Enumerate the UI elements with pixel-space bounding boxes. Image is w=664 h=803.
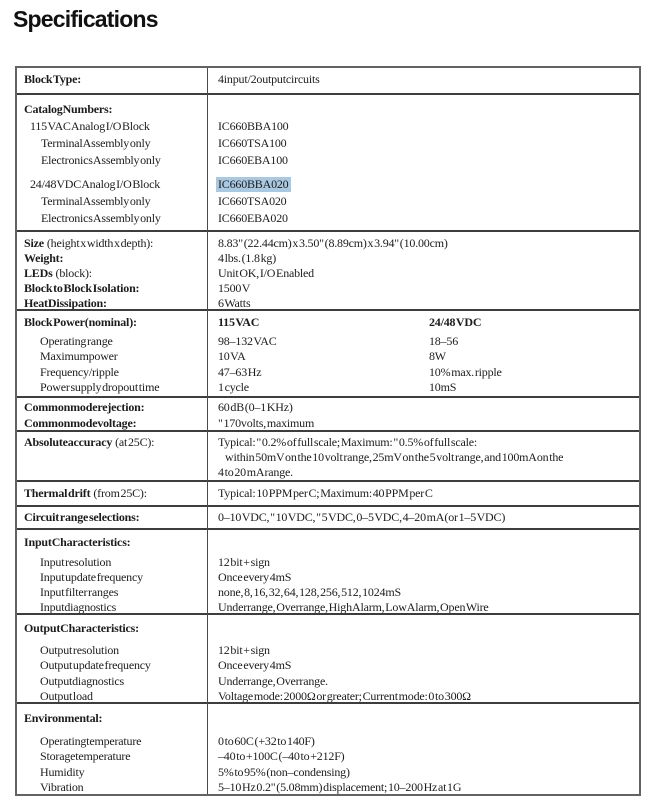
output-row-diagnostics (17, 674, 639, 690)
page-title: Specifications (13, 6, 158, 32)
highlighted-catalog-number: IC660BBA020 (216, 177, 291, 192)
catalog-number: IC660EBA020 (218, 211, 288, 225)
power-vac-value: 47–63 Hz (218, 364, 262, 379)
spec-row-block-type (17, 72, 639, 88)
power-vac-value: 98–132 VAC (218, 333, 277, 348)
input-value: none, 8, 16, 32, 64, 128, 256, 512, 1024mS (218, 585, 401, 599)
leds-value: Unit OK, I/O Enabled (218, 266, 314, 280)
section-output-characteristics (17, 613, 639, 702)
env-label: Operatingtemperature (40, 733, 142, 748)
accuracy-line3: 4 to 20 mA range. (218, 465, 293, 479)
section-block-type (17, 68, 639, 93)
catalog-row-vdc-electronics (17, 210, 639, 227)
input-head-row (17, 535, 639, 550)
size-value: 8.83" (22.44cm) x 3.50" (8.89cm) x 3.94" (10.00cm) (218, 236, 448, 250)
catalog-label: Terminal Assembly only (41, 136, 151, 150)
spec-row-common-rejection (17, 400, 639, 416)
specifications-table (15, 66, 641, 796)
power-row-dropout-time (17, 380, 639, 396)
catalog-label: Electronics Assembly only (41, 211, 161, 225)
size-label: Size (24, 236, 44, 250)
catalog-row-vac-terminal (17, 135, 639, 152)
catalog-label: Terminal Assembly only (41, 194, 151, 208)
spec-row-weight (17, 251, 639, 266)
power-label: Maximumpower (40, 349, 118, 363)
input-row-filter-ranges (17, 585, 639, 600)
input-label: Inputdiagnostics (40, 600, 117, 613)
output-row-update-frequency (17, 658, 639, 674)
power-row-frequency-ripple (17, 365, 639, 381)
output-head-row (17, 621, 639, 637)
catalog-row-vac-electronics (17, 152, 639, 169)
common-rejection-label: Commonmoderejection: (24, 400, 145, 414)
power-label: Frequency/ripple (40, 364, 119, 379)
power-header-row (17, 315, 639, 331)
power-vdc-value: 8W (429, 349, 446, 363)
accuracy-line1: Typical: " 0.2% of full scale; Maximum: " 0.5% of full scale: (218, 435, 478, 449)
power-head-label: Block Power(nominal): (24, 315, 137, 329)
output-head-label: OutputCharacteristics: (24, 621, 139, 635)
catalog-row-vac-block (17, 118, 639, 135)
environmental-head-row (17, 711, 639, 727)
input-label: Input filter ranges (40, 585, 119, 599)
thermal-value: Typical: 10 PPM per C; Maximum: 40 PPM per C (218, 486, 433, 500)
input-value: Once every 4mS (218, 570, 292, 584)
power-col-2448vdc: 24/48 VDC (429, 315, 482, 329)
env-row-humidity (17, 765, 639, 781)
env-value: –40 to +100C (–40 to +212F) (218, 749, 345, 763)
power-row-maximum-power (17, 349, 639, 365)
output-row-resolution (17, 643, 639, 659)
section-circuit-range (17, 505, 639, 528)
isolation-label: Block to Block Isolation: (24, 281, 140, 295)
input-value: Underrange, Overrange, High Alarm, Low Alarm, Open Wire (218, 600, 489, 613)
section-common-mode (17, 396, 639, 430)
env-label: Humidity (40, 764, 85, 779)
output-label: Output load (40, 689, 93, 702)
weight-label: Weight: (24, 251, 64, 265)
input-label: Input update frequency (40, 570, 143, 584)
spec-row-thermal-drift (17, 486, 639, 501)
env-label: Storagetemperature (40, 749, 131, 763)
spec-row-circuit-range (17, 510, 639, 525)
section-input-characteristics (17, 528, 639, 613)
common-voltage-label: Commonmodevoltage: (24, 415, 137, 430)
heat-label: HeatDissipation: (24, 296, 107, 309)
power-label: Power supply dropout time (40, 380, 160, 394)
thermal-label-note: (from 25C): (93, 486, 147, 500)
power-vdc-value: 10% max. ripple (429, 364, 502, 379)
env-value: 5% to 95% (non–condensing) (218, 764, 350, 779)
catalog-row-vdc-block (17, 176, 639, 193)
env-row-storage-temperature (17, 749, 639, 765)
isolation-value: 1500 V (218, 281, 251, 295)
accuracy-label-note: (at 25C): (115, 435, 155, 449)
env-value: 0 to 60C (+32 to 140F) (218, 733, 315, 748)
thermal-label: Thermal drift (24, 486, 91, 500)
input-row-update-frequency (17, 570, 639, 585)
size-label-note: (height x width x depth): (46, 236, 154, 250)
input-row-diagnostics (17, 600, 639, 613)
input-value: 12 bit + sign (218, 555, 270, 569)
output-label: Output update frequency (40, 658, 151, 672)
power-vac-value: 1 cycle (218, 380, 249, 394)
spec-row-isolation (17, 281, 639, 296)
accuracy-label: Absoluteaccuracy (24, 435, 113, 449)
catalog-label: Electronics Assembly only (41, 153, 161, 167)
env-row-operating-temperature (17, 734, 639, 750)
power-vdc-value: 10mS (429, 380, 457, 394)
column-divider (207, 68, 208, 794)
spec-row-size (17, 236, 639, 251)
output-value: Voltage mode: 2000Ω or greater; Current mode: 0 to 300Ω (218, 689, 471, 702)
circuit-range-value: 0–10 VDC, " 10 VDC, " 5 VDC, 0–5 VDC, 4–20 mA (or 1–5 VDC) (218, 510, 506, 524)
spec-row-heat (17, 296, 639, 309)
block-type-value: 4input/2outputcircuits (218, 72, 320, 86)
spec-row-leds (17, 266, 639, 281)
section-catalog-numbers (17, 93, 639, 230)
spec-row-common-voltage (17, 416, 639, 431)
output-label: Output resolution (40, 642, 119, 657)
common-rejection-value: 60 dB (0–1 KHz) (218, 400, 293, 414)
leds-label-note: (block): (55, 266, 92, 280)
catalog-number: IC660EBA100 (218, 153, 288, 167)
section-block-power (17, 309, 639, 396)
accuracy-line2: within 50mV on the 10 volt range, 25mV on the 5 volt range, and 100mA on the (225, 450, 564, 464)
catalog-label: 115 VAC Analog I/O Block (30, 119, 150, 133)
output-value: Once every 4mS (218, 658, 292, 672)
common-voltage-value: " 170volts, maximum (218, 415, 315, 430)
power-label: Operating range (40, 333, 113, 348)
section-physical (17, 230, 639, 309)
catalog-label: 24/48VDC Analog I/O Block (30, 177, 160, 191)
catalog-row-vdc-terminal (17, 193, 639, 210)
power-row-operating-range (17, 334, 639, 350)
input-row-resolution (17, 555, 639, 570)
section-absolute-accuracy (17, 430, 639, 480)
leds-label: LEDs (24, 266, 53, 280)
power-col-115vac: 115 VAC (218, 315, 260, 329)
catalog-number: IC660TSA020 (218, 194, 287, 208)
catalog-head-label: CatalogNumbers: (24, 102, 113, 116)
weight-value: 4 lbs. (1.8 kg) (218, 251, 276, 265)
environmental-head-label: Environmental: (24, 711, 103, 725)
catalog-number: IC660TSA100 (218, 136, 287, 150)
section-thermal-drift (17, 480, 639, 505)
env-label: Vibration (40, 780, 84, 794)
catalog-number: IC660BBA100 (218, 119, 289, 133)
input-label: Input resolution (40, 555, 112, 569)
power-vac-value: 10 VA (218, 349, 246, 363)
spec-row-accuracy (17, 435, 639, 480)
output-value: 12 bit + sign (218, 642, 270, 657)
input-head-label: InputCharacteristics: (24, 535, 131, 549)
circuit-range-label: Circuit range selections: (24, 510, 140, 524)
power-vdc-value: 18–56 (429, 333, 459, 348)
output-row-load (17, 689, 639, 702)
output-value: Underrange, Overrange. (218, 673, 328, 688)
env-value: 5–10 Hz 0.2" (5.08mm) displacement; 10–200 Hz at 1G (218, 780, 462, 794)
catalog-head-row (17, 101, 639, 118)
heat-value: 6 Watts (218, 296, 251, 309)
output-label: Outputdiagnostics (40, 673, 124, 688)
env-row-vibration (17, 780, 639, 794)
section-environmental (17, 702, 639, 794)
block-type-label: Block Type: (24, 72, 82, 86)
